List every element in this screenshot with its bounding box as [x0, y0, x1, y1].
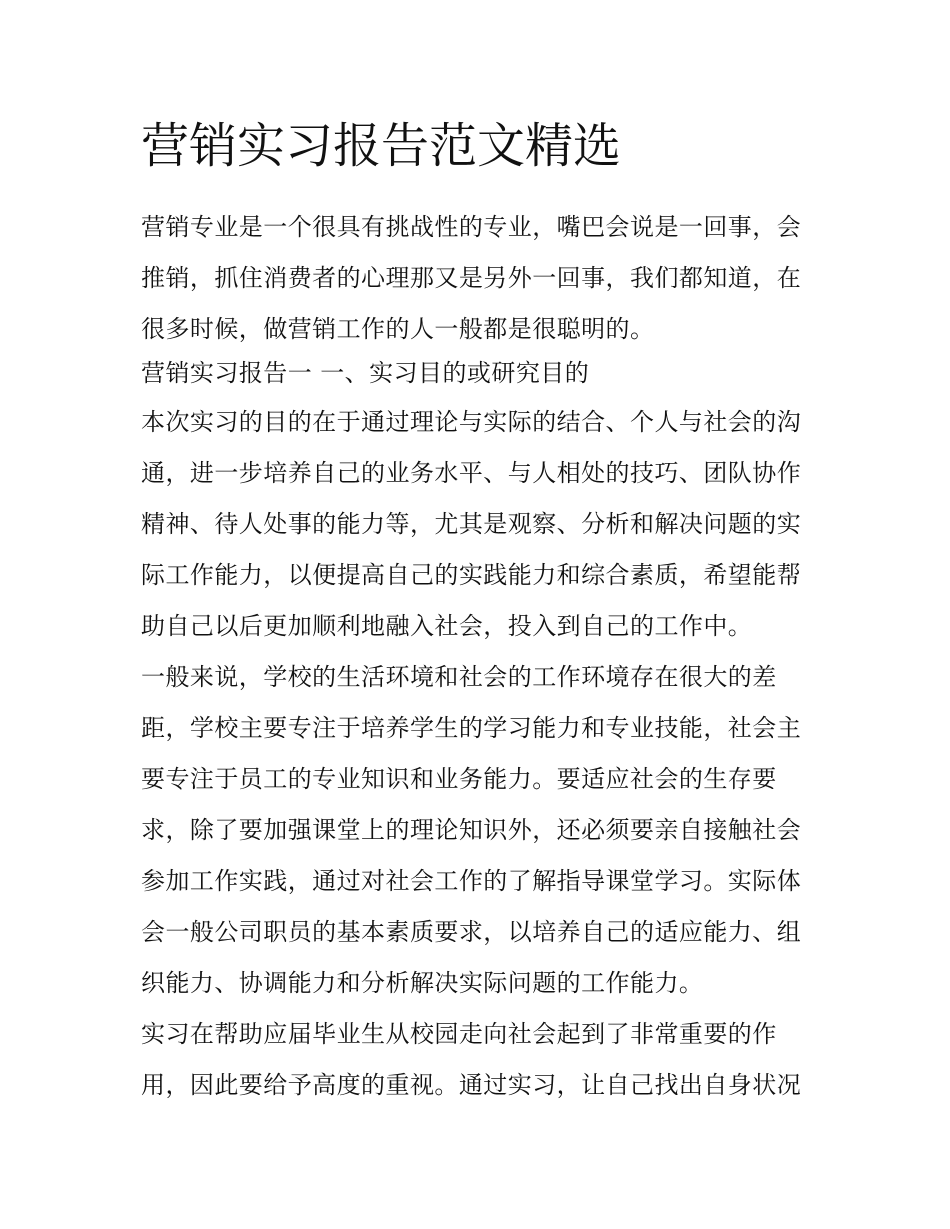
- purpose-paragraph: 本次实习的目的在于通过理论与实际的结合、个人与社会的沟 通，进一步培养自己的业务水平、与人相处的技巧、团队协作 精神、待人处事的能力等，尤其是观察、分析和解决问题的实 际工作能力，以便提高自己的实践能力和综合素质，希望能帮 助自己以后更加顺利地融入社会，投入到自己的工作中。: [141, 408, 802, 640]
- document-content: [141, 112, 813, 1111]
- document-body: [141, 202, 813, 1111]
- document-title: 营销实习报告范文精选: [141, 118, 622, 174]
- internship-paragraph: 实习在帮助应届毕业生从校园走向社会起到了非常重要的作 用，因此要给予高度的重视。通过实习，让自己找出自身状况: [141, 1020, 802, 1099]
- environment-paragraph: 一般来说，学校的生活环境和社会的工作环境存在很大的差 距，学校主要专注于培养学生的学习能力和专业技能，社会主 要专注于员工的专业知识和业务能力。要适应社会的生存要 求，除了要加强课堂上的理论知识外，还必须要亲自接触社会 参加工作实践，通过对社会工作的了解指导课堂学习。实际体 会一般公司职员的基本素质要求，以培养自己的适应能力、组 织能力、协调能力和分析解决实际问题的工作能力。: [141, 663, 802, 997]
- section-heading: 营销实习报告一 一、实习目的或研究目的: [141, 359, 590, 387]
- intro-paragraph: 营销专业是一个很具有挑战性的专业，嘴巴会说是一回事，会 推销，抓住消费者的心理那又是另外一回事，我们都知道，在 很多时候，做营销工作的人一般都是很聪明的。: [141, 213, 802, 343]
